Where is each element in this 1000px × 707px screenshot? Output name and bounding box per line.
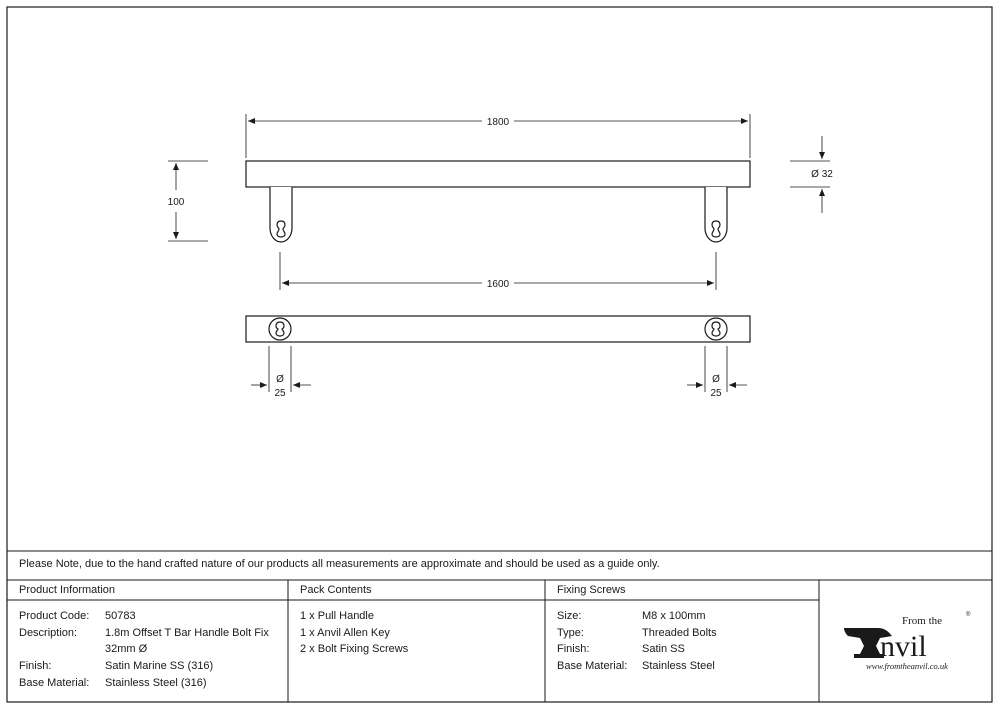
screw-type-row: [557, 625, 812, 642]
handle-bar-side: [246, 161, 750, 187]
bar-diameter-label: Ø 32: [811, 169, 833, 180]
svg-text:www.fromtheanvil.co.uk: www.fromtheanvil.co.uk: [866, 661, 948, 671]
standoff-right-side: [705, 187, 727, 242]
base-material-row: [19, 675, 284, 692]
screw-finish-label: Finish:: [557, 643, 590, 656]
finish-label: Finish:: [19, 660, 52, 673]
screw-size-label: Size:: [557, 610, 582, 622]
base-material-value: Stainless Steel (316): [105, 676, 207, 689]
pack-item: 1 x Anvil Allen Key: [300, 626, 390, 639]
standoff-right-diameter-symbol: Ø: [712, 374, 720, 385]
product-code-row: [19, 608, 284, 625]
pack-contents-title: Pack Contents: [300, 584, 372, 596]
from-the-anvil-logo: [840, 606, 975, 674]
standoff-right-diameter-value: 25: [710, 388, 722, 399]
description-row: [19, 625, 284, 642]
centres-label: 1600: [486, 279, 510, 290]
svg-text:nvil: nvil: [880, 630, 927, 663]
svg-text:From the: From the: [902, 615, 943, 627]
description-value: 1.8m Offset T Bar Handle Bolt Fix: [105, 626, 269, 639]
measurement-note: Please Note, due to the hand crafted nature of our products all measurements are approximate and should be used as a guide only.: [19, 558, 660, 570]
description-continued-row: [19, 641, 284, 658]
screw-base-material-label: Base Material:: [557, 660, 628, 673]
standoff-left-side: [270, 187, 292, 242]
screw-size-row: [557, 608, 812, 625]
screw-base-material-row: [557, 658, 812, 675]
product-information-table: [19, 608, 284, 692]
screw-type-label: Type:: [557, 626, 584, 639]
sheet-border: [7, 7, 992, 702]
pack-contents-list: [300, 608, 540, 658]
height-label: 100: [167, 197, 185, 208]
standoff-left-diameter-dimension: [251, 346, 311, 392]
screw-base-material-value: Stainless Steel: [642, 660, 715, 673]
screw-size-value: M8 x 100mm: [642, 610, 706, 622]
finish-row: [19, 658, 284, 675]
description-label: Description:: [19, 626, 78, 639]
svg-text:®: ®: [966, 612, 971, 618]
description-continued-value: 32mm Ø: [105, 643, 148, 656]
pack-item: 1 x Pull Handle: [300, 610, 374, 622]
description-continued-label: [19, 641, 22, 658]
plan-view: [246, 316, 750, 342]
product-code-value: 50783: [105, 610, 136, 622]
length-label: 1800: [486, 117, 510, 128]
standoff-right-diameter-dimension: [687, 346, 747, 392]
product-information-title: Product Information: [19, 584, 115, 596]
pack-item: 2 x Bolt Fixing Screws: [300, 643, 409, 656]
fixing-screws-title: Fixing Screws: [557, 584, 626, 596]
handle-bar-plan: [246, 316, 750, 342]
screw-finish-value: Satin SS: [642, 643, 685, 656]
side-view: [246, 161, 750, 242]
base-material-label: Base Material:: [19, 676, 90, 689]
standoff-left-diameter-value: 25: [274, 388, 286, 399]
screw-finish-row: [557, 641, 812, 658]
finish-value: Satin Marine SS (316): [105, 660, 214, 673]
fixing-screws-table: [557, 608, 812, 675]
screw-type-value: Threaded Bolts: [642, 626, 717, 639]
standoff-left-diameter-symbol: Ø: [276, 374, 284, 385]
product-code-label: Product Code:: [19, 610, 90, 622]
